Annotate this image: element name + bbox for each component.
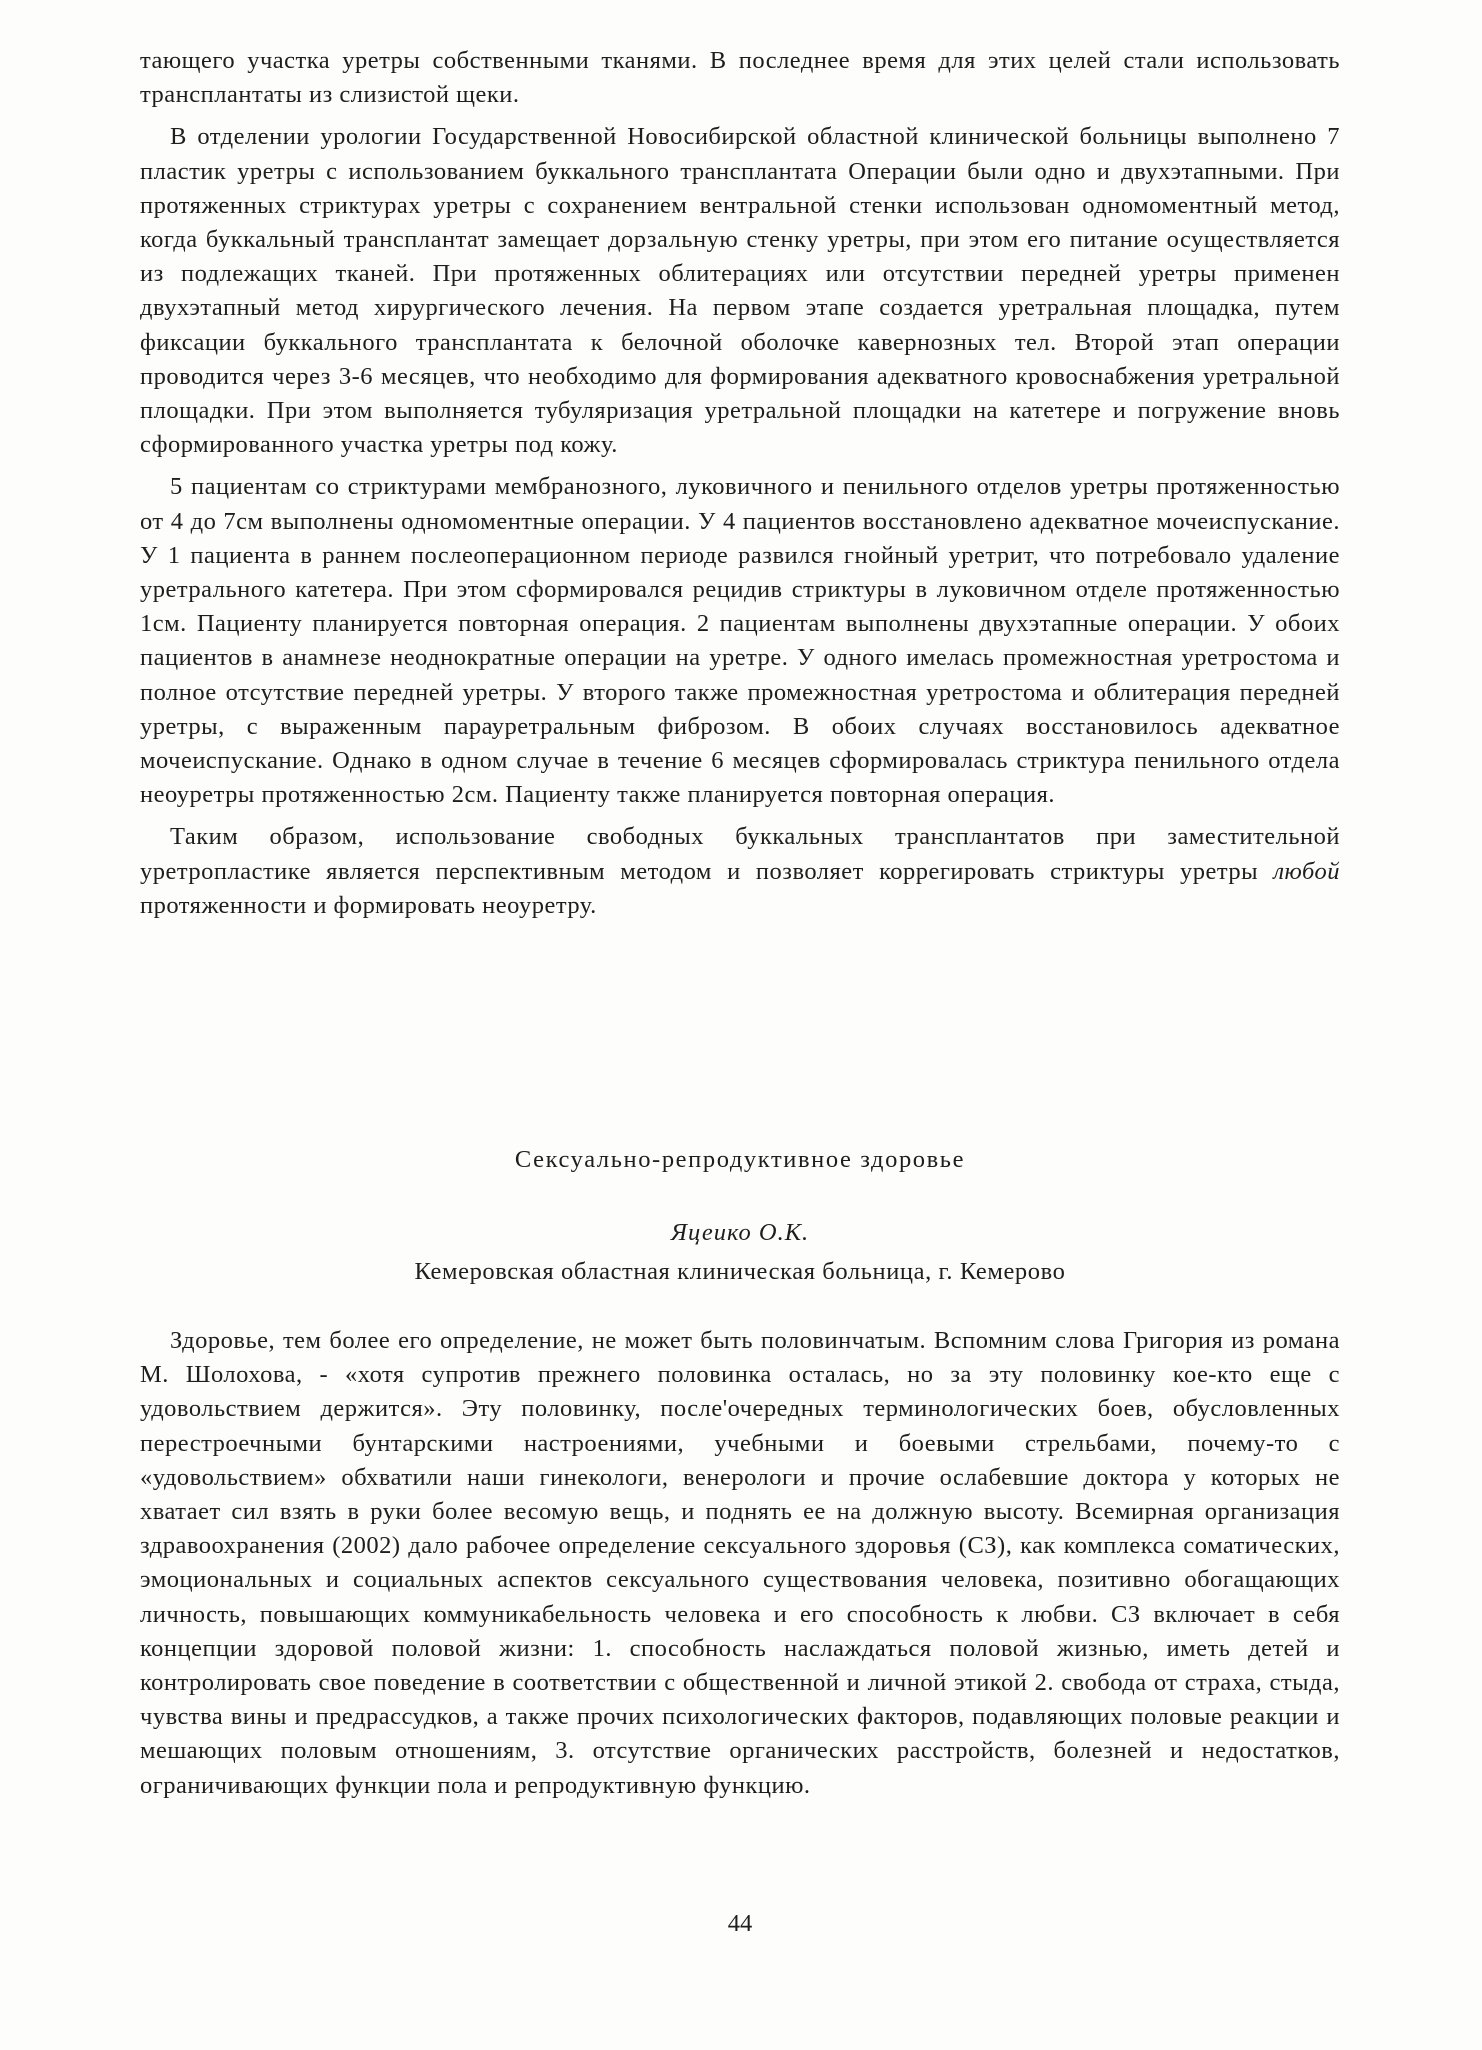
article-affiliation: Кемеровская областная клиническая больница, г. Кемерово: [414, 1258, 1066, 1285]
article-author: Яцеико О.К.: [670, 1219, 810, 1246]
conclusion-text-after: протяженности и формировать неоуретру.: [140, 891, 597, 919]
paragraph-methods: В отделении урологии Государственной Новосибирской областной клинической больницы выполнено 7 пластик уретры с использованием буккального трансплантата Операции были одно и двухэтапными. При протяженных стриктурах уретры с сохранением вентральной стенки использован одномоментный метод, когда буккальный трансплантат замещает дорзальную стенку уретры, при этом его питание осуществляется из подлежащих тканей. При протяженных облитерациях или отсутствии передней уретры применен двухэтапный метод хирургического лечения. На первом этапе создается уретральная площадка, путем фиксации буккального трансплантата к белочной оболочке кавернозных тел. Второй этап операции проводится через 3-6 месяцев, что необходимо для формирования адекватного кровоснабжения уретральной площадки. При этом выполняется тубуляризация уретральной площадки на катетере и погружение вновь сформированного участка уретры под кожу.: [140, 123, 1340, 459]
paragraph-conclusion: [140, 820, 1340, 923]
conclusion-italic-word: любой: [1273, 857, 1340, 885]
paragraph-health-definition: Здоровье, тем более его определение, не может быть половинчатым. Вспомним слова Григория из романа М. Шолохова, - «хотя супротив прежнего половинка осталась, но за эту половинку кое-кто еще с удовольствием держится». Эту половинку, после'очередных терминологических боев, обусловленных перестроечными бунтарскими настроениями, учебными и боевыми стрельбами, почему-то с «удовольствием» обхватили наши гинекологи, венерологи и прочие ослабевшие доктора у которых не хватает сил взять в руки более весомую вещь, и поднять ее на должную высоту. Всемирная организация здравоохранения (2002) дало рабочее определение сексуального здоровья (СЗ), как комплекса соматических, эмоциональных и социальных аспектов сексуального существования человека, позитивно обогащающих личность, повышающих коммуникабельность человека и его способность к любви. СЗ включает в себя концепции здоровой половой жизни: 1. способность наслаждаться половой жизнью, иметь детей и контролировать свое поведение в соответствии с общественной и личной этикой 2. свобода от страха, стыда, чувства вины и предрассудков, а также прочих психологических факторов, подавляющих половые реакции и мешающих половым отношениям, 3. отсутствие органических расстройств, болезней и недостатков, ограничивающих функции пола и репродуктивную функцию.: [140, 1327, 1340, 1799]
section-title: Сексуально-репродуктивное здоровье: [514, 1146, 966, 1173]
paragraph-intro-tail: тающего участка уретры собственными тканями. В последнее время для этих целей стали использовать трансплантаты из слизистой щеки.: [140, 47, 1340, 109]
paragraph-results: 5 пациентам со стриктурами мембранозного, луковичного и пенильного отделов уретры протяженностью от 4 до 7см выполнены одномоментные операции. У 4 пациентов восстановлено адекватное мочеиспускание. У 1 пациента в раннем послеоперационном периоде развился гнойный уретрит, что потребовало удаление уретрального катетера. При этом сформировался рецидив стриктуры в луковичном отделе протяженностью 1см. Пациенту планируется повторная операция. 2 пациентам выполнены двухэтапные операции. У обоих пациентов в анамнезе неоднократные операции на уретре. У одного имелась промежностная уретростома и полное отсутствие передней уретры. У второго также промежностная уретростома и облитерация передней уретры, с выраженным парауретральным фиброзом. В обоих случаях восстановилось адекватное мочеиспускание. Однако в одном случае в течение 6 месяцев сформировалась стриктура пенильного отдела неоуретры протяженностью 2см. Пациенту также планируется повторная операция.: [140, 473, 1340, 809]
article-continuation: [140, 44, 1340, 923]
conclusion-text-before: Таким образом, использование свободных буккальных трансплантатов при заместительной уретропластике является перспективным методом и позволяет коррегировать стриктуры уретры: [140, 823, 1340, 885]
page-number: 44: [727, 1910, 753, 1937]
article-body: [140, 1324, 1340, 1803]
